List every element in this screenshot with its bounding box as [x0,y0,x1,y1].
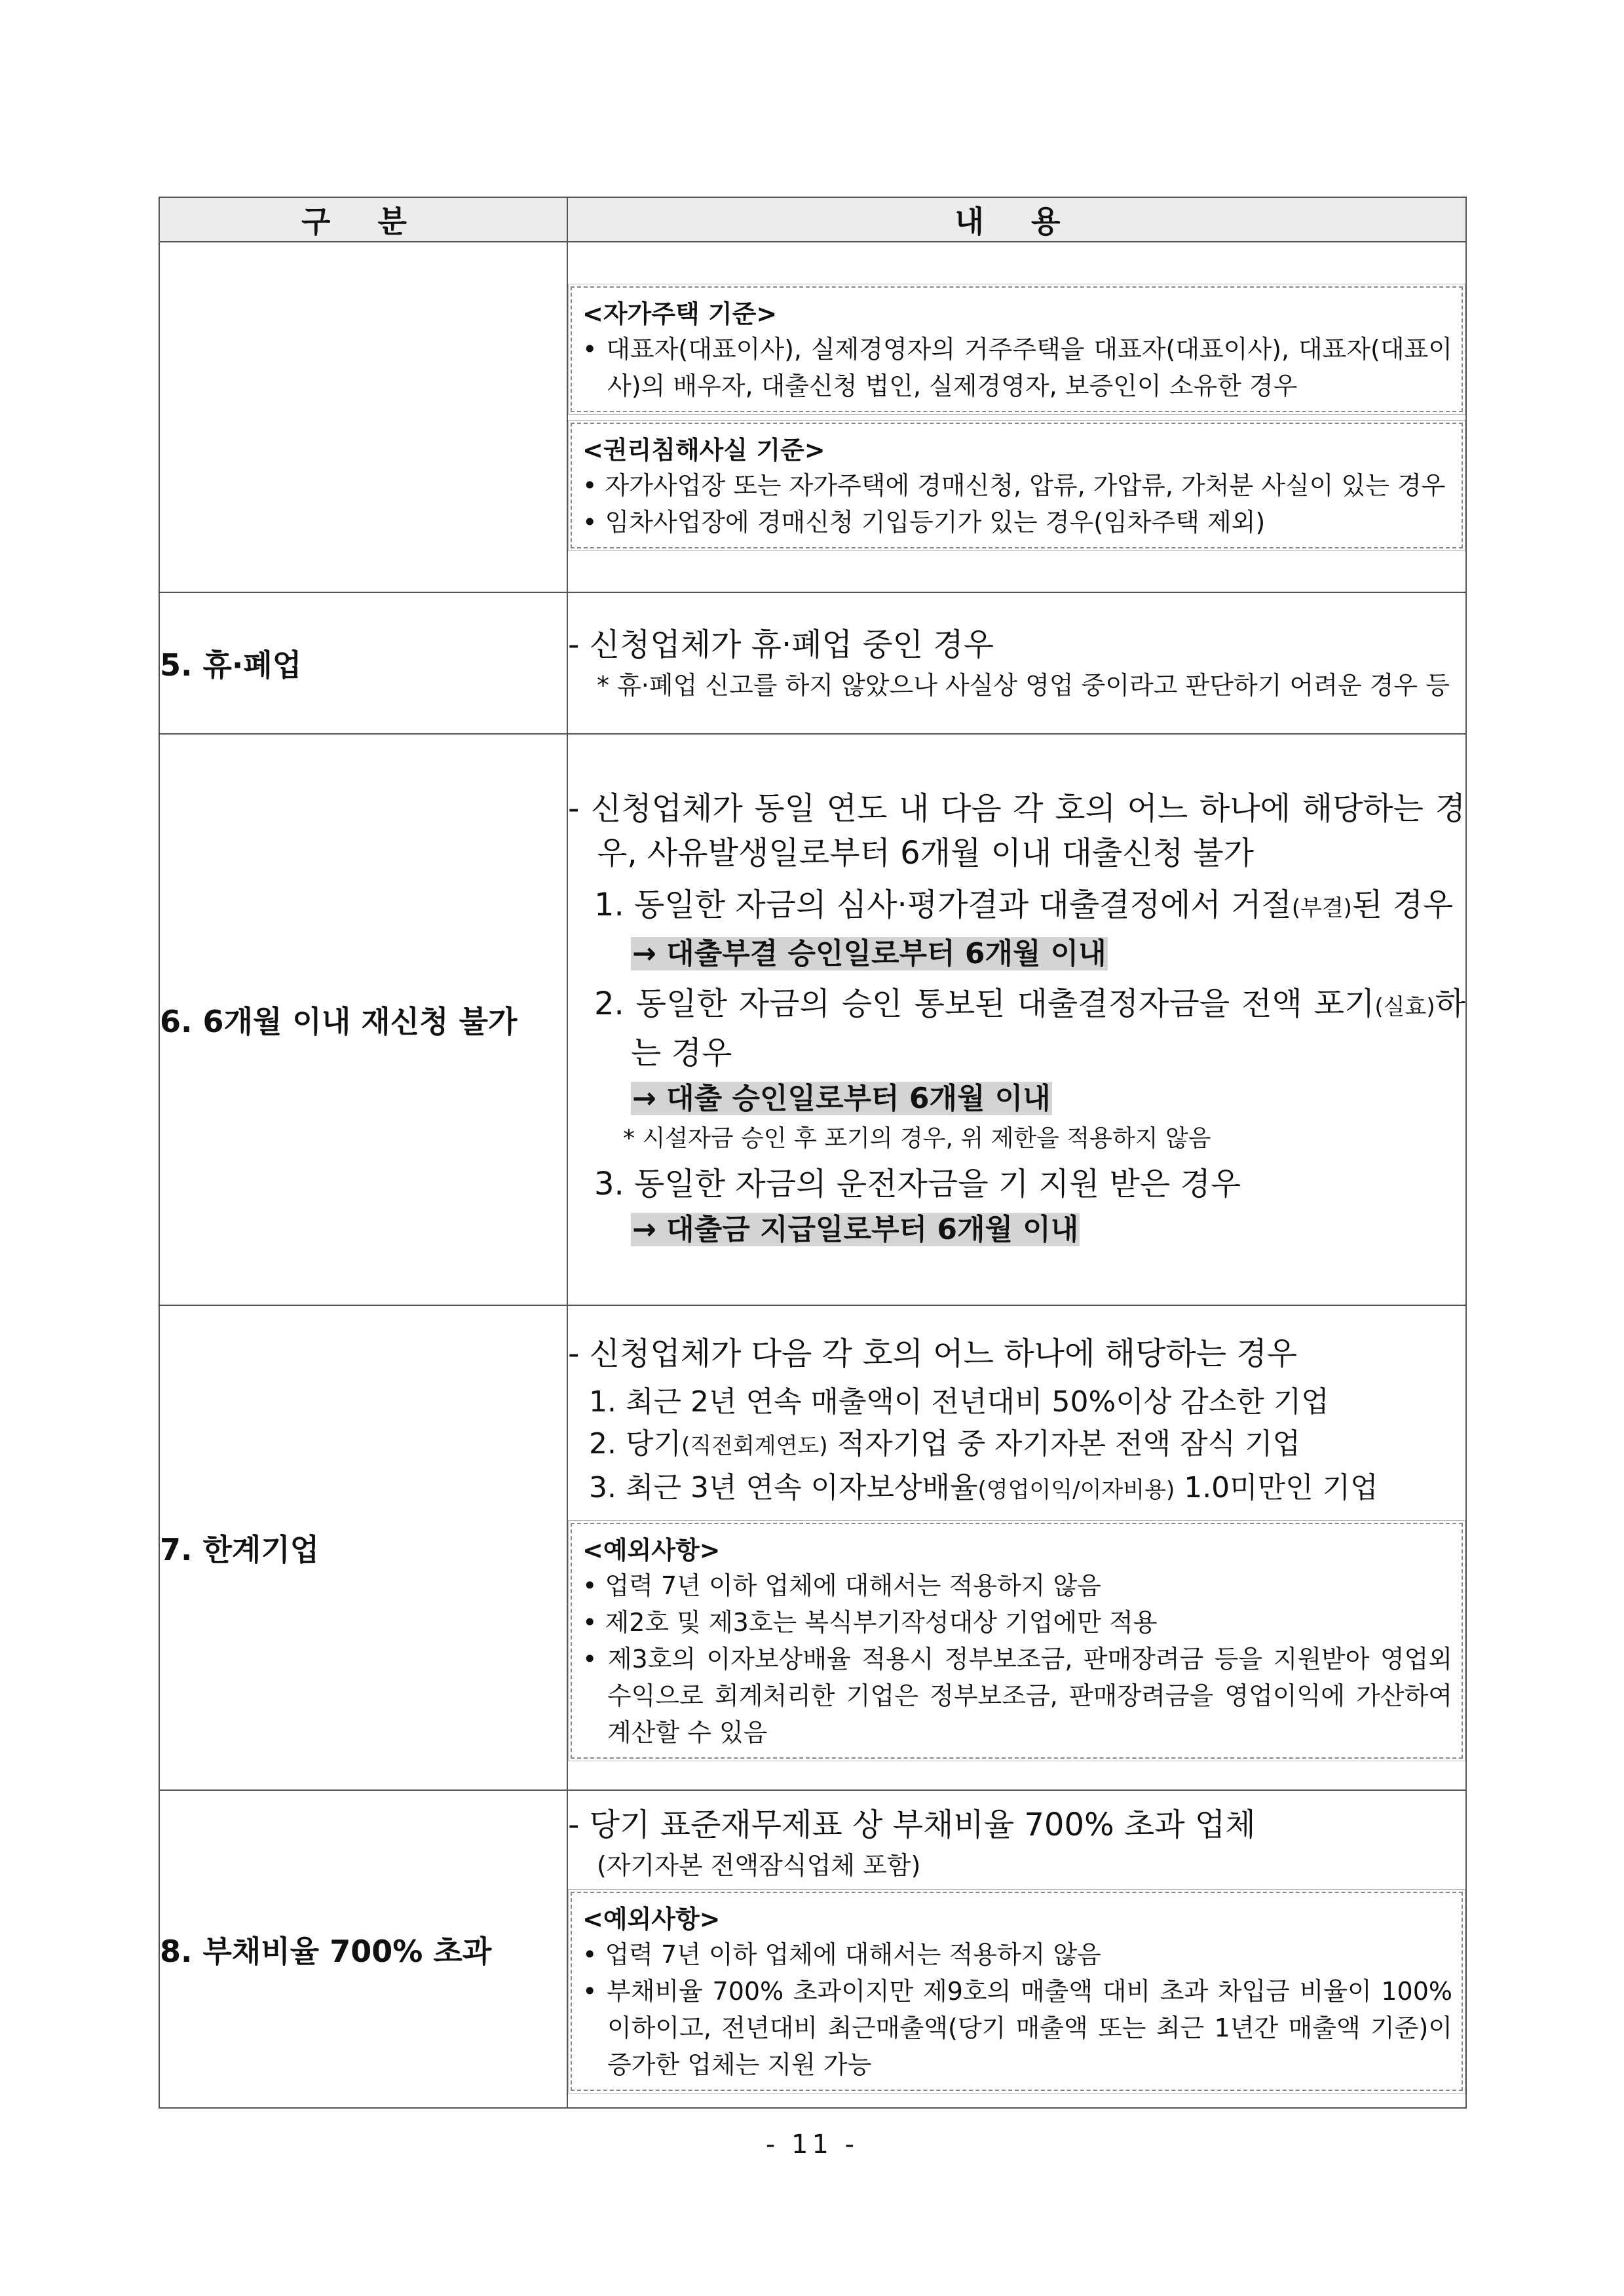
numbered-item-2 [568,1423,1465,1467]
bullet-item: • 자가사업장 또는 자가주택에 경매신청, 압류, 가압류, 가처분 사실이 있는 경우 [582,470,1446,500]
item-text: 1.0미만인 기업 [1175,1471,1378,1504]
item-small-text: (부결) [1291,895,1352,921]
box-title: <자가주택 기준> [582,299,778,328]
bullet-item: • 제3호의 이자보상배율 적용시 정부보조금, 판매장려금 등을 지원받아 영업외수익으로 회계처리한 기업은 정부보조금, 판매장려금을 영업이익에 가산하여 계산할 수 있음 [582,1645,1452,1747]
item-small-text: (실효) [1374,994,1435,1020]
table-row [159,592,1466,734]
category-closure: 5. 휴·폐업 [159,592,567,734]
dash-item: - 신청업체가 다음 각 호의 어느 하나에 해당하는 경우 [568,1335,1298,1372]
table-row [159,1790,1466,2108]
numbered-item-2 [568,981,1465,1076]
bullet-item: • 부채비율 700% 초과이지만 제9호의 매출액 대비 초과 차입금 비율이 100% 이하이고, 전년대비 최근매출액(당기 매출액 또는 최근 1년간 매출액 기준)이 증가한 업체는 지원 가능 [582,1976,1452,2079]
box-title: <예외사항> [582,1904,721,1934]
numbered-item-3: 3. 동일한 자금의 운전자금을 기 지원 받은 경우 [594,1166,1241,1202]
sub-note: (자기자본 전액잠식업체 포함) [597,1850,921,1880]
item-text: 된 경우 [1351,887,1454,923]
category-debt-ratio: 8. 부채비율 700% 초과 [159,1790,567,2108]
item-text: 3. 최근 3년 연속 이자보상배율 [589,1471,978,1504]
highlighted-text: → 대출금 지급일로부터 6개월 이내 [632,1213,1079,1246]
note-item: * 시설자금 승인 후 포기의 경우, 위 제한을 적용하지 않음 [623,1125,1211,1152]
dash-item: - 당기 표준재무제표 상 부채비율 700% 초과 업체 [568,1806,1256,1843]
exception-box [571,1892,1463,2091]
arrow-result [631,1207,1465,1253]
content-cell [567,242,1466,592]
box-title: <예외사항> [582,1536,721,1565]
highlighted-text: → 대출 승인일로부터 6개월 이내 [632,1082,1051,1115]
numbered-item-1 [568,882,1465,931]
header-content: 내 용 [567,197,1466,242]
page-number: - 11 - [765,2130,859,2160]
rights-infringement-criteria-box [571,423,1463,548]
table-row [159,242,1466,592]
item-text: 1. 동일한 자금의 심사·평가결과 대출결정에서 거절 [594,887,1292,923]
dash-item: - 신청업체가 휴·폐업 중인 경우 [568,626,994,663]
dash-item: - 신청업체가 동일 연도 내 다음 각 호의 어느 하나에 해당하는 경우, 사유발생일로부터 6개월 이내 대출신청 불가 [568,790,1465,871]
category-reapplication: 6. 6개월 이내 재신청 불가 [159,734,567,1305]
bullet-item: • 업력 7년 이하 업체에 대해서는 적용하지 않음 [582,1940,1101,1969]
bullet-item: • 대표자(대표이사), 실제경영자의 거주주택을 대표자(대표이사), 대표자(대표이사)의 배우자, 대출신청 법인, 실제경영자, 보증인이 소유한 경우 [582,334,1452,400]
content-cell [567,1790,1466,2108]
content-cell [567,734,1466,1305]
item-text: 2. 당기 [589,1427,681,1461]
item-text: 적자기업 중 자기자본 전액 잠식 기업 [827,1427,1301,1461]
arrow-result [631,1076,1465,1122]
box-title: <권리침해사실 기준> [582,435,825,465]
bullet-item: • 임차사업장에 경매신청 기입등기가 있는 경우(임차주택 제외) [582,507,1266,537]
table-header-row [159,197,1466,242]
bullet-item: • 업력 7년 이하 업체에 대해서는 적용하지 않음 [582,1571,1101,1600]
arrow-result [631,931,1465,977]
exception-box [571,1523,1463,1759]
table-row [159,734,1466,1305]
note-item: * 휴·폐업 신고를 하지 않았으나 사실상 영업 중이라고 판단하기 어려운 경우 등 [597,671,1450,700]
numbered-item-3 [568,1467,1465,1511]
owned-house-criteria-box [571,286,1463,412]
numbered-item-1: 1. 최근 2년 연속 매출액이 전년대비 50%이상 감소한 기업 [589,1385,1329,1419]
item-text: 2. 동일한 자금의 승인 통보된 대출결정자금을 전액 포기 [594,985,1375,1022]
bullet-item: • 제2호 및 제3호는 복식부기작성대상 기업에만 적용 [582,1608,1158,1637]
content-cell [567,1305,1466,1790]
item-small-text: (영업이익/이자비용) [977,1477,1175,1503]
header-category: 구 분 [159,197,567,242]
highlighted-text: → 대출부결 승인일로부터 6개월 이내 [632,937,1106,970]
content-cell [567,592,1466,734]
table-row [159,1305,1466,1790]
category-cell-empty [159,242,567,592]
category-marginal-company: 7. 한계기업 [159,1305,567,1790]
criteria-table [159,197,1467,2109]
item-small-text: (직전회계연도) [681,1433,828,1459]
item-text: 하는 경우 [631,985,1465,1071]
